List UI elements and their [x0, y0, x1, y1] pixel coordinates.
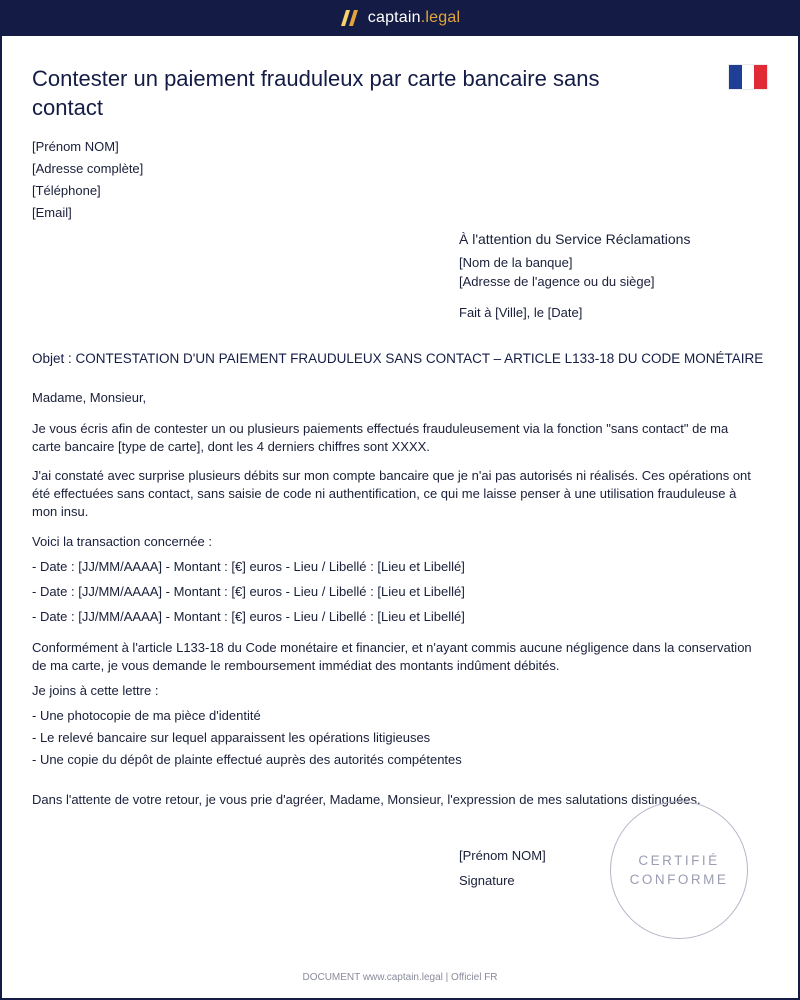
flag-blue-stripe	[729, 65, 742, 89]
france-flag-icon	[729, 65, 767, 89]
recipient-address: [Adresse de l'agence ou du siège]	[459, 274, 655, 289]
certified-stamp	[610, 801, 748, 939]
sender-address: [Adresse complète]	[32, 161, 144, 176]
brand-name: captain.legal	[367, 9, 461, 26]
flag-white-stripe	[742, 65, 755, 89]
top-bar	[0, 0, 800, 36]
flag-red-stripe	[754, 65, 767, 89]
attachments-intro: Je joins à cette lettre :	[32, 683, 159, 698]
transaction-item: - Date : [JJ/MM/AAAA] - Montant : [€] euros - Lieu / Libellé : [Lieu et Libellé]	[32, 584, 465, 599]
footer-text[interactable]: DOCUMENT www.captain.legal | Officiel FR	[302, 972, 498, 983]
sender-block	[32, 136, 143, 224]
transactions-list	[32, 554, 757, 629]
sender-name: [Prénom NOM]	[32, 139, 119, 154]
transactions-intro: Voici la transaction concernée :	[32, 534, 212, 549]
signature-block	[459, 843, 546, 893]
transaction-item: - Date : [JJ/MM/AAAA] - Montant : [€] euros - Lieu / Libellé : [Lieu et Libellé]	[32, 609, 465, 624]
stamp-line-2: CONFORME	[629, 872, 729, 887]
brand[interactable]	[340, 9, 460, 27]
document-title: Contester un paiement frauduleux par carte bancaire sans contact	[32, 66, 600, 120]
transaction-item: - Date : [JJ/MM/AAAA] - Montant : [€] euros - Lieu / Libellé : [Lieu et Libellé]	[32, 559, 465, 574]
recipient-heading: À l'attention du Service Réclamations	[459, 231, 691, 247]
sender-phone: [Téléphone]	[32, 183, 101, 198]
attachments-list	[32, 705, 757, 771]
salutation: Madame, Monsieur,	[32, 390, 147, 405]
paragraph-intro: Je vous écris afin de contester un ou plusieurs paiements effectués frauduleusement via la fonction "sans contact" de ma carte bancaire [type de carte], dont les 4 derniers chiffres sont XXXX.	[32, 421, 729, 454]
attachment-item: - Une copie du dépôt de plainte effectué auprès des autorités compétentes	[32, 752, 462, 767]
signature-label: Signature	[459, 873, 515, 888]
letter-object: Objet : CONTESTATION D'UN PAIEMENT FRAUDULEUX SANS CONTACT – ARTICLE L133-18 DU CODE MONÉTAIRE	[32, 351, 764, 366]
sender-email: [Email]	[32, 205, 72, 220]
stamp-line-1: CERTIFIÉ	[638, 853, 720, 868]
captain-legal-logo-icon	[340, 9, 360, 27]
signature-name: [Prénom NOM]	[459, 848, 546, 863]
recipient-block	[459, 229, 690, 291]
place-date: Fait à [Ville], le [Date]	[459, 305, 583, 320]
attachment-item: - Le relevé bancaire sur lequel apparaissent les opérations litigieuses	[32, 730, 431, 745]
closing-formula: Dans l'attente de votre retour, je vous prie d'agréer, Madame, Monsieur, l'expression de mes salutations distinguées.	[32, 792, 701, 807]
attachment-item: - Une photocopie de ma pièce d'identité	[32, 708, 261, 723]
paragraph-findings: J'ai constaté avec surprise plusieurs débits sur mon compte bancaire que je n'ai pas autorisés ni réalisés. Ces opérations ont été effectuées sans contact, sans saisie de code ni authentification, ce qui me laisse penser à une utilisation frauduleuse à mon insu.	[32, 468, 751, 519]
recipient-bank: [Nom de la banque]	[459, 255, 573, 270]
paragraph-request: Conformément à l'article L133-18 du Code monétaire et financier, et n'ayant commis aucune négligence dans la conservation de ma carte, je vous demande le remboursement immédiat des montants indûment débités.	[32, 640, 752, 673]
